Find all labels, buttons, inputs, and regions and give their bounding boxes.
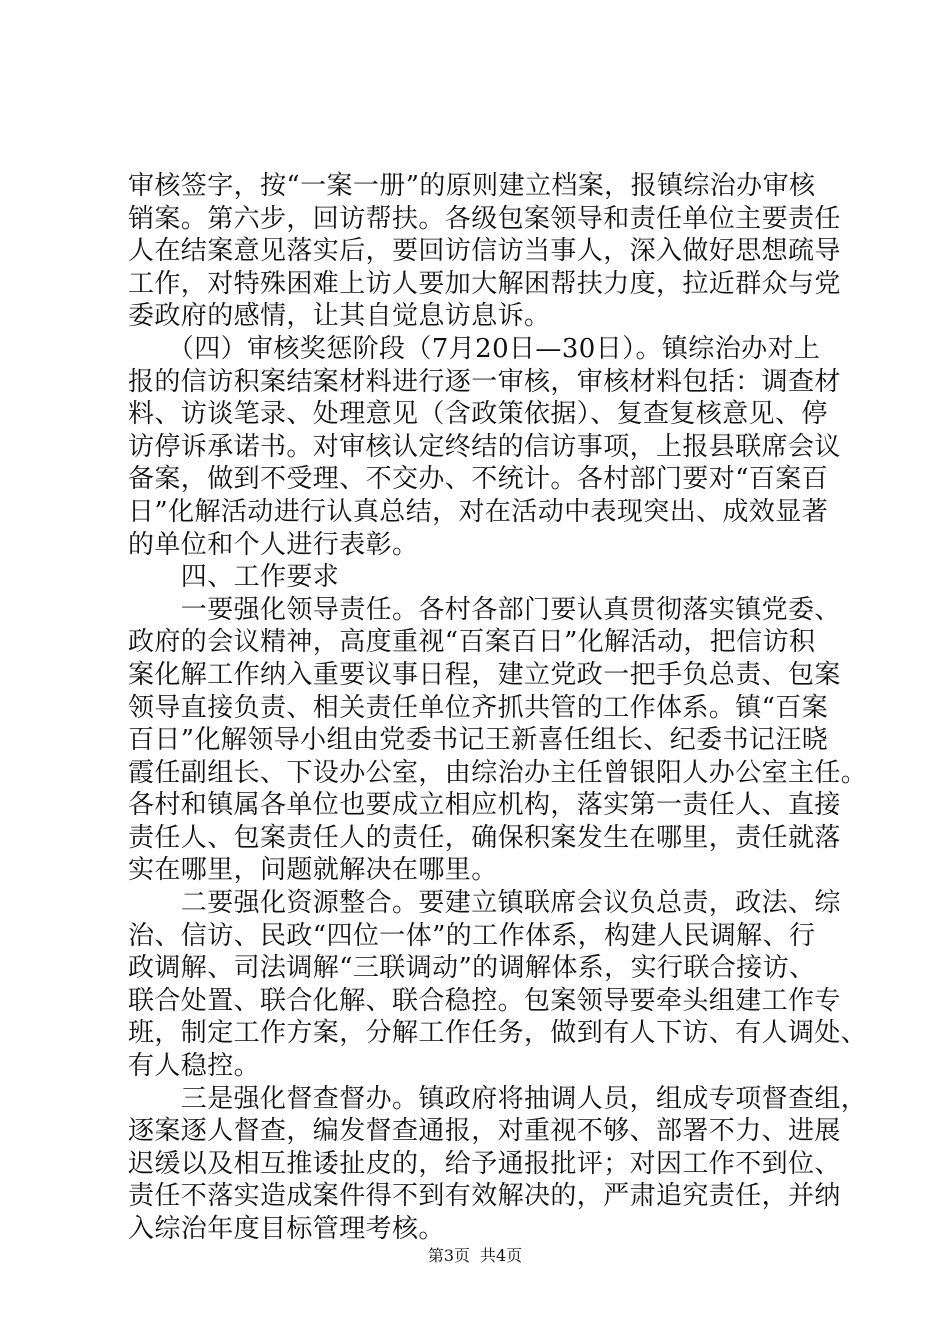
text-line: 销案。第六步，回访帮扶。各级包案领导和责任单位主要责任 bbox=[128, 203, 841, 234]
text-line: 二要强化资源整合。要建立镇联席会议负总责，政法、综 bbox=[128, 888, 841, 919]
section-heading: 四、工作要求 bbox=[128, 562, 340, 593]
text-line: 三是强化督查督办。镇政府将抽调人员，组成专项督查组， bbox=[128, 1083, 868, 1114]
text-line: 逐案逐人督查，编发督查通报，对重视不够、部署不力、进展 bbox=[128, 1116, 841, 1147]
text-line: 人在结案意见落实后，要回访信访当事人，深入做好思想疏导 bbox=[128, 236, 841, 267]
text-line: 报的信访积案结案材料进行逐一审核，审核材料包括：调查材 bbox=[128, 366, 841, 397]
text-line: 班，制定工作方案，分解工作任务，做到有人下访、有人调处、 bbox=[128, 1018, 868, 1049]
text-line: 的单位和个人进行表彰。 bbox=[128, 529, 419, 560]
document-body bbox=[128, 170, 868, 1246]
text-line: 责任人、包案责任人的责任，确保积案发生在哪里，责任就落 bbox=[128, 822, 841, 853]
text-line: 政府的会议精神，高度重视“百案百日”化解活动，把信访积 bbox=[128, 627, 816, 658]
text-line: 领导直接负责、相关责任单位齐抓共管的工作体系。镇“百案 bbox=[128, 692, 829, 723]
text-line: 有人稳控。 bbox=[128, 1051, 261, 1082]
text-line: 各村和镇属各单位也要成立相应机构，落实第一责任人、直接 bbox=[128, 790, 841, 821]
text-line: 备案，做到不受理、不交办、不统计。各村部门要对“百案百 bbox=[128, 464, 829, 495]
text-line: 实在哪里，问题就解决在哪里。 bbox=[128, 855, 498, 886]
text-line: 日”化解活动进行认真总结，对在活动中表现突出、成效显著 bbox=[128, 496, 829, 527]
text-line: 审核签字，按“一案一册”的原则建立档案，报镇综治办审核 bbox=[128, 171, 816, 201]
text-line: 一要强化领导责任。各村各部门要认真贯彻落实镇党委、 bbox=[128, 594, 841, 625]
text-line: 责任不落实造成案件得不到有效解决的，严肃追究责任，并纳 bbox=[128, 1181, 841, 1212]
text-line: 百日”化解领导小组由党委书记王新喜任组长、纪委书记汪晓 bbox=[128, 725, 829, 756]
section-four-heading-line: （四）审核奖惩阶段（7月20日—30日）。镇综治办对上 bbox=[128, 333, 821, 364]
page-footer bbox=[0, 1246, 950, 1266]
text-line: 入综治年度目标管理考核。 bbox=[128, 1214, 445, 1244]
page-number: 第3页 bbox=[427, 1246, 470, 1265]
text-line: 料、访谈笔录、处理意见（含政策依据）、复查复核意见、停 bbox=[128, 399, 828, 430]
text-line: 迟缓以及相互推诿扯皮的，给予通报批评；对因工作不到位、 bbox=[128, 1148, 841, 1179]
text-line: 治、信访、民政“四位一体”的工作体系，构建人民调解、行 bbox=[128, 920, 816, 951]
page-total: 共4页 bbox=[480, 1246, 523, 1265]
text-line: 工作，对特殊困难上访人要加大解困帮扶力度，拉近群众与党 bbox=[128, 268, 841, 299]
text-line: 霞任副组长、下设办公室，由综治办主任曾银阳人办公室主任。 bbox=[128, 757, 868, 788]
text-line: 访停诉承诺书。对审核认定终结的信访事项，上报县联席会议 bbox=[128, 431, 841, 462]
text-line: 联合处置、联合化解、联合稳控。包案领导要牵头组建工作专 bbox=[128, 985, 841, 1016]
text-line: 委政府的感情，让其自觉息访息诉。 bbox=[128, 301, 551, 332]
text-line: 案化解工作纳入重要议事日程，建立党政一把手负总责、包案 bbox=[128, 659, 841, 690]
text-line: 政调解、司法调解“三联调动”的调解体系，实行联合接访、 bbox=[128, 953, 816, 984]
